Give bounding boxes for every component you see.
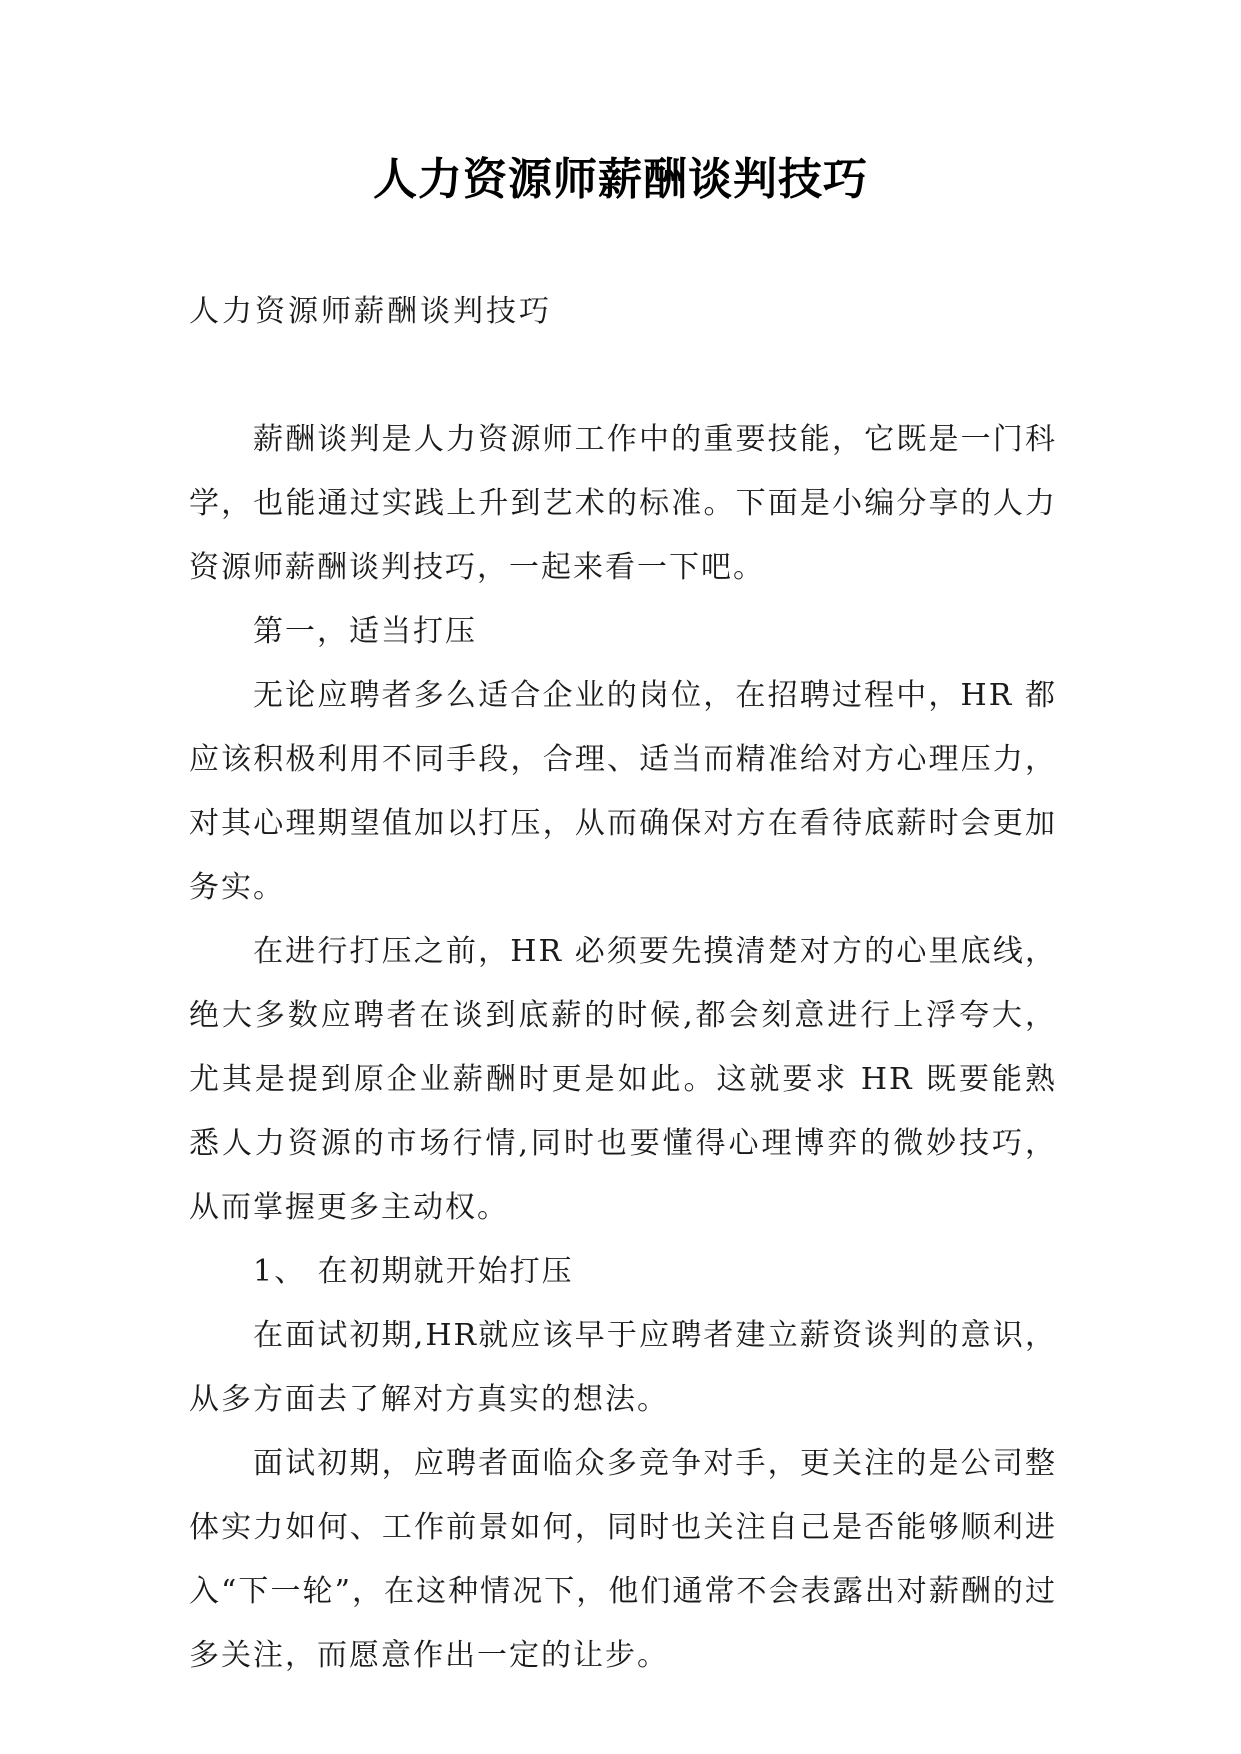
document-subtitle: 人力资源师薪酬谈判技巧 xyxy=(189,294,552,329)
body-paragraph: 在面试初期,HR就应该早于应聘者建立薪资谈判的意识，从多方面去了解对方真实的想法。 xyxy=(189,1318,1057,1417)
body-paragraph: 无论应聘者多么适合企业的岗位，在招聘过程中，HR 都应该积极利用不同手段，合理、适当而精准给对方心理压力，对其心理期望值加以打压，从而确保对方在看待底薪时会更加务实。 xyxy=(189,678,1057,905)
section-heading: 第一，适当打压 xyxy=(253,614,477,649)
body-paragraph: 在进行打压之前，HR 必须要先摸清楚对方的心里底线，绝大多数应聘者在谈到底薪的时候,都会刻意进行上浮夸大，尤其是提到原企业薪酬时更是如此。这就要求 HR 既要能熟悉人力资源的市场行情,同时也要懂得心理博弈的微妙技巧，从而掌握更多主动权。 xyxy=(189,934,1057,1225)
body-paragraph: 面试初期，应聘者面临众多竞争对手，更关注的是公司整体实力如何、工作前景如何，同时也关注自己是否能够顺利进入“下一轮”，在这种情况下，他们通常不会表露出对薪酬的过多关注，而愿意作出一定的让步。 xyxy=(189,1446,1057,1673)
body-paragraph: 薪酬谈判是人力资源师工作中的重要技能，它既是一门科学，也能通过实践上升到艺术的标准。下面是小编分享的人力资源师薪酬谈判技巧，一起来看一下吧。 xyxy=(189,422,1057,585)
document-body xyxy=(189,408,1057,1688)
subsection-heading: 1、 在初期就开始打压 xyxy=(253,1254,574,1289)
document-title: 人力资源师薪酬谈判技巧 xyxy=(373,154,868,205)
